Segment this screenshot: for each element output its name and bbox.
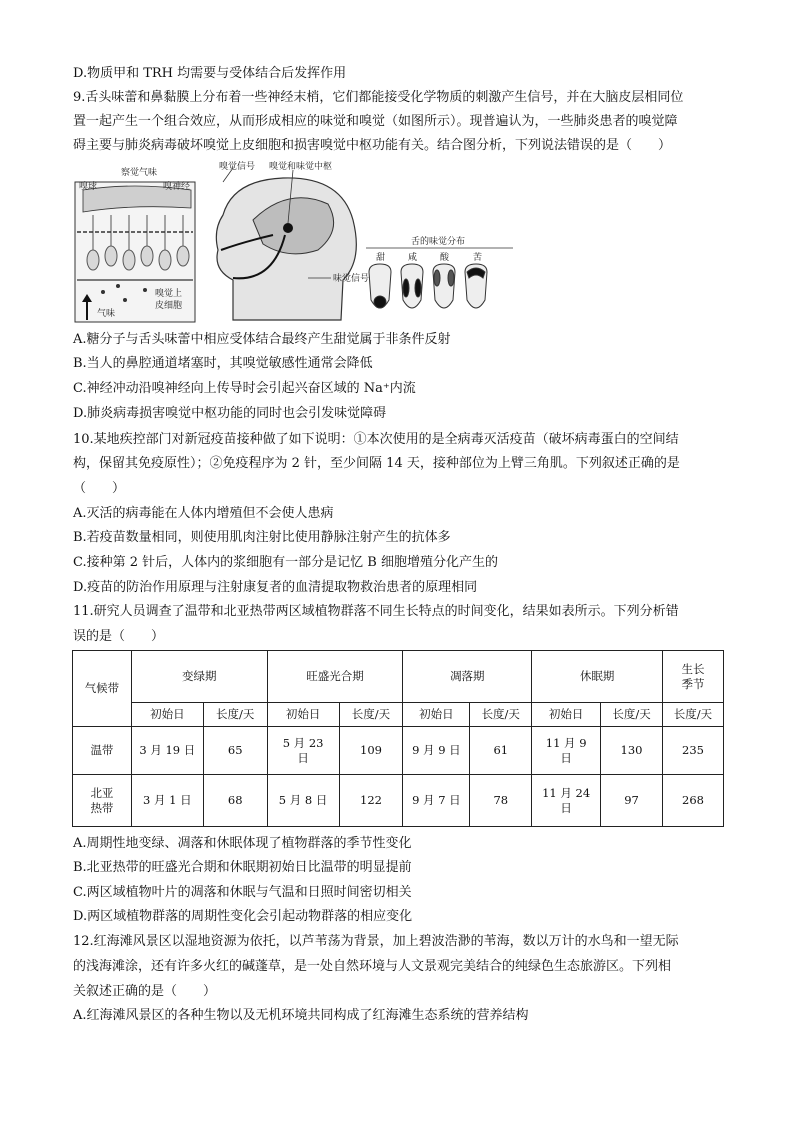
table-cell [601, 775, 663, 827]
q10-option-d: D.疫苗的防治作用原理与注射康复者的血清提取物救治患者的原理相同 [73, 580, 478, 595]
cell-text: 11 月 24 [542, 785, 591, 800]
q10-option-a: A.灭活的病毒能在人体内增殖但不会使人患病 [73, 506, 334, 521]
table-row [73, 727, 724, 775]
growth-table [72, 650, 724, 827]
label-olfactory-bulb: 嗅球 [79, 182, 98, 192]
cell-text: 97 [624, 793, 639, 807]
q9-option-d: D.肺炎病毒损害嗅觉中枢功能的同时也会引发味觉障碍 [73, 406, 387, 421]
cell-text: 109 [360, 743, 382, 757]
cell-text: 日 [560, 800, 572, 815]
cell-text: 65 [227, 743, 243, 757]
label-smell-signal: 嗅觉信号 [219, 162, 256, 172]
sub-len: 长度/天 [601, 703, 663, 727]
cell-text: 5 月 8 日 [278, 793, 328, 807]
q10-stem-line-2: 构，保留其免疫原性）；②免疫程序为 2 针，至少间隔 14 天，接种部位为上臂三角肌。下列叙述正确的是 [73, 456, 680, 471]
table-cell [339, 727, 403, 775]
table-cell [403, 727, 470, 775]
row-name-text: 热带 [90, 800, 114, 815]
sub-len: 长度/天 [203, 703, 267, 727]
q10-stem-line-1: 10.某地疾控部门对新冠疫苗接种做了如下说明：①本次使用的是全病毒灭活疫苗（破坏病毒蛋白的空间结 [73, 432, 679, 447]
header-growth-season [662, 651, 723, 703]
table-cell [203, 727, 267, 775]
label-center: 嗅觉和味觉中枢 [269, 162, 333, 172]
table-cell [532, 727, 601, 775]
row-name [73, 727, 132, 775]
header-growth-season-2: 季节 [681, 676, 705, 691]
table-cell [662, 775, 723, 827]
table-cell [339, 775, 403, 827]
q9-stem-line-3: 碍主要与肺炎病毒破坏嗅觉上皮细胞和损害嗅觉中枢功能有关。结合图分析，下列说法错误的是（ ） [73, 138, 672, 153]
label-odor: 气味 [97, 309, 116, 319]
q10-stem-line-3: （ ） [73, 481, 126, 496]
q12-option-a: A.红海滩风景区的各种生物以及无机环境共同构成了红海滩生态系统的营养结构 [73, 1008, 529, 1023]
sub-len: 长度/天 [339, 703, 403, 727]
q11-stem-line-2: 误的是（ ） [73, 629, 165, 644]
table-cell [470, 727, 532, 775]
cell-text: 日 [560, 750, 572, 765]
label-salty: 咸 [408, 253, 418, 263]
header-period-green: 变绿期 [131, 651, 267, 703]
table-cell [131, 775, 203, 827]
q11-option-c: C.两区域植物叶片的凋落和休眠与气温和日照时间密切相关 [73, 885, 412, 900]
table-cell [267, 775, 339, 827]
row-name-text: 温带 [90, 743, 114, 757]
q11-option-b: B.北亚热带的旺盛光合期和休眠期初始日比温带的明显提前 [73, 860, 412, 875]
label-sour: 酸 [440, 253, 450, 263]
label-bitter: 苦 [473, 253, 483, 263]
q12-stem-line-2: 的浅海滩涂，还有许多火红的碱蓬草，是一处自然环境与人文景观完美结合的纯绿色生态旅游区。下列相 [73, 959, 672, 974]
header-growth-season-1: 生长 [681, 661, 705, 676]
sub-start: 初始日 [131, 703, 203, 727]
q8-option-d: D.物质甲和 TRH 均需要与受体结合后发挥作用 [73, 66, 347, 81]
label-epithelium-1: 嗅觉上 [155, 289, 183, 299]
sub-len: 长度/天 [662, 703, 723, 727]
q12-stem-line-3: 关叙述正确的是（ ） [73, 984, 217, 999]
header-period-photosynthesis: 旺盛光合期 [267, 651, 403, 703]
q9-stem-line-2: 置一起产生一个组合效应，从而形成相应的味觉和嗅觉（如图所示）。现普遍认为，一些肺炎患者的嗅觉障 [73, 114, 678, 129]
q9-stem-line-1: 9.舌头味蕾和鼻黏膜上分布着一些神经末梢，它们都能接受化学物质的刺激产生信号，并在大脑皮层相同位 [73, 90, 684, 105]
cell-text: 68 [227, 793, 243, 807]
cell-text: 5 月 23 [282, 735, 324, 750]
row-name-text: 北亚 [90, 785, 114, 800]
cell-text: 3 月 19 日 [139, 743, 196, 757]
cell-text: 11 月 9 [545, 735, 587, 750]
cell-text: 日 [297, 750, 309, 765]
cell-text: 9 月 9 日 [412, 743, 461, 757]
table-row [73, 775, 724, 827]
header-period-fall: 凋落期 [403, 651, 532, 703]
q11-option-d: D.两区域植物群落的周期性变化会引起动物群落的相应变化 [73, 909, 413, 924]
row-name [73, 775, 132, 827]
label-sweet: 甜 [376, 253, 386, 263]
cell-text: 268 [682, 793, 704, 807]
center-node [283, 223, 293, 233]
table-cell [403, 775, 470, 827]
smell-taste-figure [73, 160, 543, 328]
cell-text: 78 [493, 793, 509, 807]
label-olfactory-nerve: 嗅神经 [163, 182, 191, 192]
tongue-diagrams [369, 264, 487, 308]
cell-text: 130 [620, 743, 643, 757]
sub-start: 初始日 [403, 703, 470, 727]
sub-start: 初始日 [267, 703, 339, 727]
cell-text: 9 月 7 日 [412, 793, 461, 807]
cell-text: 61 [493, 743, 509, 757]
q12-stem-line-1: 12.红海滩风景区以湿地资源为依托，以芦苇荡为背景，加上碧波浩渺的苇海，数以万计的水鸟和一望无际 [73, 934, 679, 949]
table-cell [203, 775, 267, 827]
cell-text: 3 月 1 日 [143, 793, 192, 807]
q9-option-b: B.当人的鼻腔通道堵塞时，其嗅觉敏感性通常会降低 [73, 356, 373, 371]
label-tongue-title: 舌的味觉分布 [411, 237, 466, 247]
header-climate: 气候带 [73, 651, 132, 727]
table-cell [267, 727, 339, 775]
label-taste-signal: 味觉信号 [333, 274, 370, 284]
table-header-row [73, 651, 724, 703]
label-sense-smell: 察觉气味 [121, 168, 158, 178]
sub-start: 初始日 [532, 703, 601, 727]
cell-text: 235 [682, 743, 704, 757]
table-cell [662, 727, 723, 775]
q10-option-b: B.若疫苗数量相同，则使用肌肉注射比使用静脉注射产生的抗体多 [73, 530, 451, 545]
cell-text: 122 [360, 793, 382, 807]
header-period-dormant: 休眠期 [532, 651, 663, 703]
q10-option-c: C.接种第 2 针后，人体内的浆细胞有一部分是记忆 B 细胞增殖分化产生的 [73, 555, 498, 570]
table-cell [601, 727, 663, 775]
label-epithelium-2: 皮细胞 [155, 301, 183, 311]
table-subheader-row [73, 703, 724, 727]
table-cell [470, 775, 532, 827]
q11-stem-line-1: 11.研究人员调查了温带和北亚热带两区域植物群落不同生长特点的时间变化，结果如表所示。下列分析错 [73, 604, 679, 619]
q11-option-a: A.周期性地变绿、凋落和休眠体现了植物群落的季节性变化 [73, 836, 412, 851]
q9-option-a: A.糖分子与舌头味蕾中相应受体结合最终产生甜觉属于非条件反射 [73, 332, 451, 347]
sub-len: 长度/天 [470, 703, 532, 727]
table-cell [131, 727, 203, 775]
q9-option-c: C.神经冲动沿嗅神经向上传导时会引起兴奋区域的 Na⁺内流 [73, 381, 416, 396]
table-cell [532, 775, 601, 827]
